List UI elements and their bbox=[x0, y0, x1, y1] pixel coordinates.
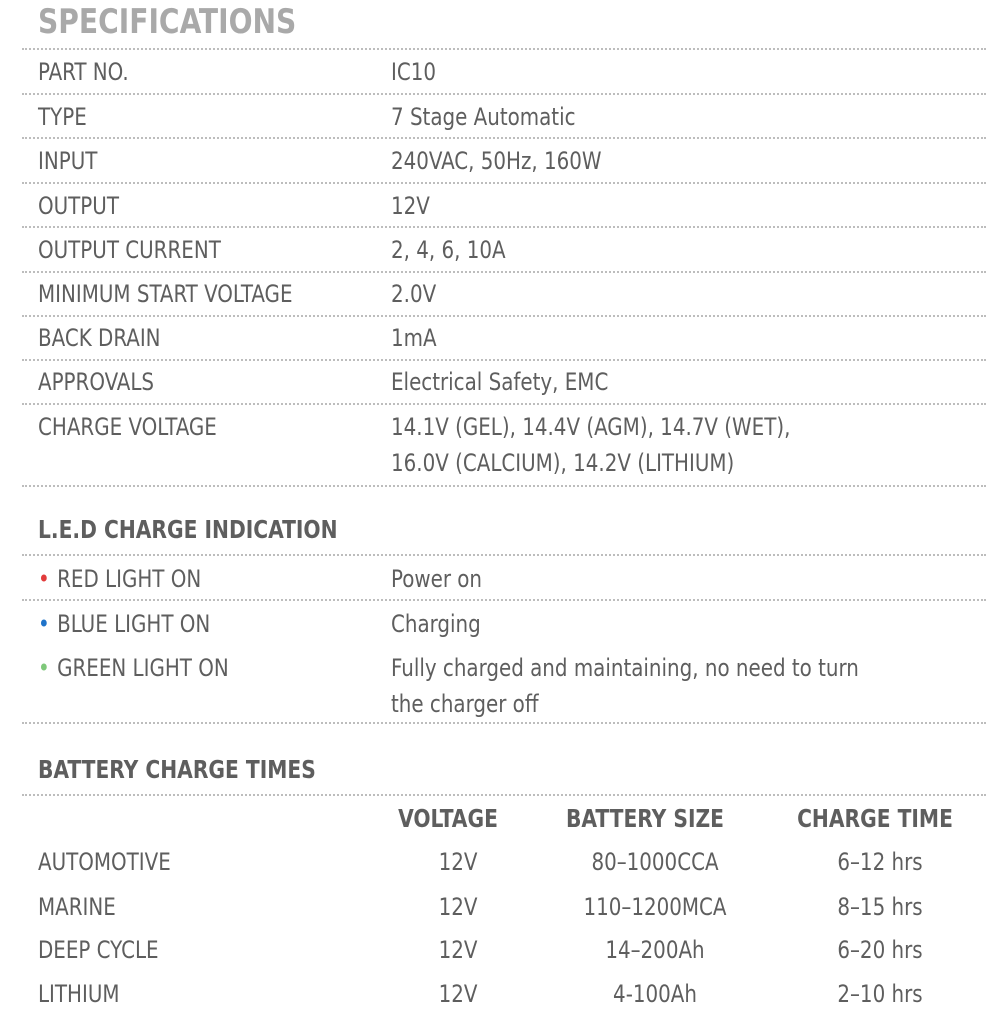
spec-value: IC10 bbox=[391, 58, 437, 86]
battery-type: AUTOMOTIVE bbox=[38, 848, 171, 876]
time-cell: 2–10 hrs bbox=[837, 980, 923, 1008]
size-cell: 14–200Ah bbox=[605, 936, 705, 964]
green-dot-icon: • bbox=[38, 654, 50, 682]
spec-label: TYPE bbox=[38, 103, 87, 131]
battery-type: MARINE bbox=[38, 893, 116, 921]
spec-label: PART NO. bbox=[38, 58, 129, 86]
led-label bbox=[38, 650, 229, 686]
spec-value: 12V bbox=[391, 192, 430, 220]
spec-value: 2, 4, 6, 10A bbox=[391, 236, 506, 264]
led-label-text: GREEN LIGHT ON bbox=[57, 654, 229, 682]
spec-value: 1mA bbox=[391, 324, 437, 352]
spec-value: 240VAC, 50Hz, 160W bbox=[391, 147, 602, 175]
size-cell: 80–1000CCA bbox=[591, 848, 719, 876]
led-label bbox=[38, 606, 210, 642]
divider bbox=[22, 315, 986, 317]
led-heading: L.E.D CHARGE INDICATION bbox=[38, 515, 338, 544]
led-label-text: BLUE LIGHT ON bbox=[57, 610, 211, 638]
time-cell: 8–15 hrs bbox=[837, 893, 923, 921]
blue-dot-icon: • bbox=[38, 610, 50, 638]
spec-label: CHARGE VOLTAGE bbox=[38, 413, 217, 441]
led-value: Power on bbox=[391, 565, 483, 593]
size-cell: 4-100Ah bbox=[613, 980, 697, 1008]
divider bbox=[22, 48, 986, 50]
spec-value: 2.0V bbox=[391, 280, 437, 308]
red-dot-icon: • bbox=[38, 565, 50, 593]
divider bbox=[22, 403, 986, 405]
divider bbox=[22, 599, 986, 601]
column-header-battery-size: BATTERY SIZE bbox=[565, 804, 724, 833]
led-label-text: RED LIGHT ON bbox=[57, 565, 202, 593]
led-value-line1: Fully charged and maintaining, no need to turn bbox=[391, 654, 859, 682]
spec-label: APPROVALS bbox=[38, 368, 155, 396]
column-header-charge-time: CHARGE TIME bbox=[797, 804, 953, 833]
spec-value: Electrical Safety, EMC bbox=[391, 368, 609, 396]
page-title: SPECIFICATIONS bbox=[38, 2, 297, 42]
spec-label: INPUT bbox=[38, 147, 98, 175]
led-label bbox=[38, 561, 201, 597]
divider bbox=[22, 271, 986, 273]
voltage-cell: 12V bbox=[438, 936, 478, 964]
divider bbox=[22, 485, 986, 487]
divider bbox=[22, 93, 986, 95]
divider bbox=[22, 359, 986, 361]
column-header-voltage: VOLTAGE bbox=[398, 804, 498, 833]
battery-heading: BATTERY CHARGE TIMES bbox=[38, 755, 316, 784]
battery-type: LITHIUM bbox=[38, 980, 120, 1008]
divider bbox=[22, 722, 986, 724]
spec-label: BACK DRAIN bbox=[38, 324, 161, 352]
spec-value-line2: 16.0V (CALCIUM), 14.2V (LITHIUM) bbox=[391, 449, 735, 477]
voltage-cell: 12V bbox=[438, 893, 478, 921]
spec-label: OUTPUT bbox=[38, 192, 119, 220]
led-value: Charging bbox=[391, 610, 481, 638]
spec-label: MINIMUM START VOLTAGE bbox=[38, 280, 293, 308]
divider bbox=[22, 226, 986, 228]
spec-value-line1: 14.1V (GEL), 14.4V (AGM), 14.7V (WET), bbox=[391, 413, 791, 441]
battery-type: DEEP CYCLE bbox=[38, 936, 159, 964]
divider bbox=[22, 554, 986, 556]
voltage-cell: 12V bbox=[438, 980, 478, 1008]
time-cell: 6–12 hrs bbox=[837, 848, 923, 876]
divider bbox=[22, 182, 986, 184]
divider bbox=[22, 794, 986, 796]
voltage-cell: 12V bbox=[438, 848, 478, 876]
size-cell: 110–1200MCA bbox=[583, 893, 727, 921]
led-value-line2: the charger off bbox=[391, 690, 539, 718]
time-cell: 6–20 hrs bbox=[837, 936, 923, 964]
spec-label: OUTPUT CURRENT bbox=[38, 236, 221, 264]
divider bbox=[22, 137, 986, 139]
spec-value: 7 Stage Automatic bbox=[391, 103, 576, 131]
